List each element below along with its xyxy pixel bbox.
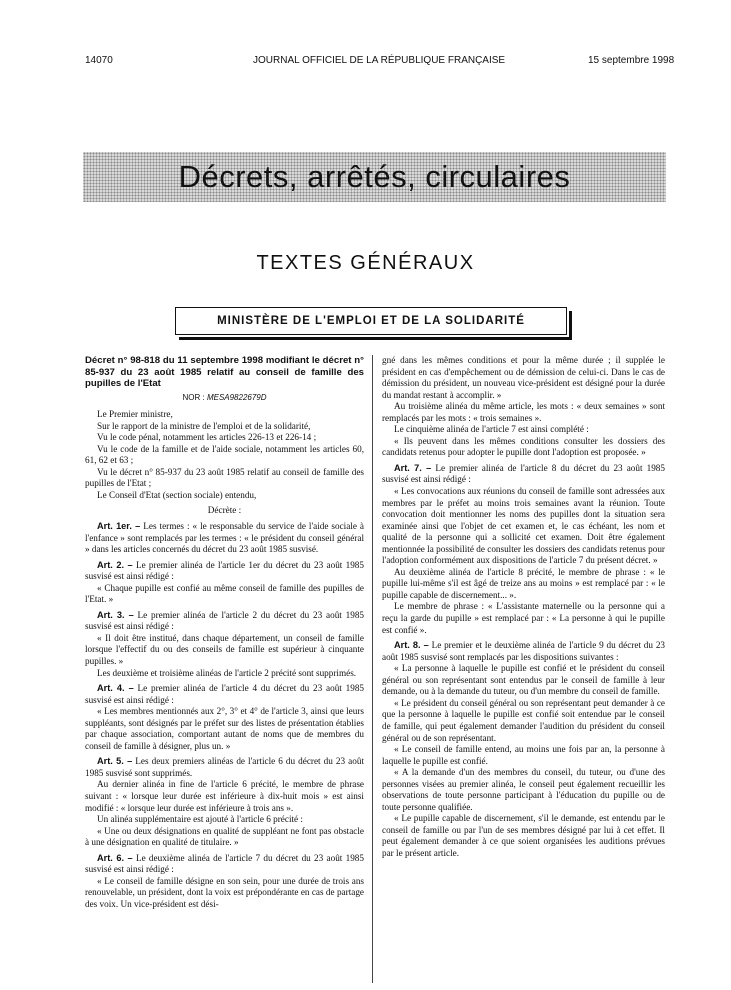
article-text: Le premier et le deuxième alinéa de l'article 9 du décret du 23 août 1985 susvisé sont remplacés par les dispositions suivantes : xyxy=(382,640,666,662)
quotation: « La personne à laquelle le pupille est confié et le président du conseil général ou son représentant sont entendus par le conseil de famille à leur demande, ou à la demande du tuteur, ou d'un membre du conseil de famille. xyxy=(382,663,665,697)
quotation: « Une ou deux désignations en qualité de suppléant ne font pas obstacle à une désignation en qualité de titulaire. » xyxy=(85,825,364,848)
quotation: « Les membres mentionnés aux 2°, 3° et 4° de l'article 3, ainsi que leurs suppléants, sont désignés par le préfet sur des listes de présentation établies par chaque association, comportant autant de noms que de membres du conseil de famille à désigner, plus un. » xyxy=(85,706,364,751)
paragraph: Un alinéa supplémentaire est ajouté à l'article 6 précité : xyxy=(97,814,303,825)
article-3 xyxy=(85,610,364,633)
article-label: Art. 8. – xyxy=(394,640,429,651)
article-text: Le deuxième alinéa de l'article 7 du décret du 23 août 1985 susvisé est ainsi rédigé : xyxy=(85,852,364,875)
paragraph: Vu le décret n° 85-937 du 23 août 1985 relatif au conseil de famille des pupilles de l'Etat ; xyxy=(85,466,364,489)
quotation: « Le président du conseil général ou son représentant peut demander à ce que la personne à laquelle le pupille est confié soit entendue par le conseil de famille, qui peut également demander l'audition du président du conseil général ou de son représentant. xyxy=(382,697,665,743)
paragraph: Au troisième alinéa du même article, les mots : « deux semaines » sont remplacés par les mots : « trois semaines ». xyxy=(382,401,665,423)
issue-date: 15 septembre 1998 xyxy=(588,55,675,66)
article-8 xyxy=(382,640,665,663)
article-text: Le premier alinéa de l'article 4 du décret du 23 août 1985 susvisé est ainsi rédigé : xyxy=(85,683,365,705)
article-label: Art. 5. – xyxy=(97,756,133,767)
quotation: « A la demande d'un des membres du conseil, du tuteur, ou d'une des personnes visées au premier alinéa, le conseil peut également recueillir les observations de toute personne participant à l'éducation du pupille ou de toute personne qualifiée. xyxy=(382,767,665,812)
paragraph: Sur le rapport de la ministre de l'emploi et de la solidarité, xyxy=(97,420,311,431)
paragraph: Au deuxième alinéa de l'article 8 précité, le membre de phrase : « le pupille lui-même s'il est âgé de treize ans au moins » est remplacé par : « le pupille capable de discernement... ». xyxy=(382,566,665,600)
article-text: Le premier alinéa de l'article 8 du décret du 23 août 1985 susvisé est ainsi rédigé : xyxy=(382,462,665,485)
nor-label: NOR : xyxy=(182,392,205,402)
nor-reference xyxy=(85,392,364,404)
ministry-box: MINISTÈRE DE L'EMPLOI ET DE LA SOLIDARITÉ xyxy=(175,307,567,335)
article-5 xyxy=(85,756,364,779)
paragraph: Au dernier alinéa in fine de l'article 6 précité, le membre de phrase suivant : « lorsque leur durée est inférieure à dix-huit mois » est ainsi modifié : « lorsque leur durée est inférieure à trois ans ». xyxy=(85,779,364,813)
article-text: Le premier alinéa de l'article 2 du décret du 23 août 1985 susvisé est ainsi rédigé : xyxy=(85,609,365,632)
article-label: Art. 1er. – xyxy=(97,520,141,531)
paragraph: Le membre de phrase : « L'assistante maternelle ou la personne qui a reçu la garde du pupille » est remplacé par : « La personne à qui le pupille est confié ». xyxy=(382,601,665,635)
section-banner xyxy=(83,152,666,202)
paragraph: gné dans les mêmes conditions et pour la même durée ; il supplée le président en cas d'empêchement ou de démission de celui-ci. Dans le cas de démission du président, un nouveau vice-président est désigné pour la durée du mandat restant à accomplir. » xyxy=(382,355,665,400)
article-4 xyxy=(85,683,364,706)
article-text: Les deux premiers alinéas de l'article 6 du décret du 23 août 1985 susvisé sont supprimés. xyxy=(85,756,364,778)
article-label: Art. 3. – xyxy=(97,609,134,620)
paragraph: Vu le code pénal, notamment les articles 226-13 et 226-14 ; xyxy=(97,432,317,443)
decrete-heading: Décrète : xyxy=(207,505,242,516)
paragraph: Le Premier ministre, xyxy=(97,409,173,420)
page-number: 14070 xyxy=(85,55,113,66)
paragraph: Le cinquième alinéa de l'article 7 est ainsi complété : xyxy=(394,424,589,435)
article-text: Les termes : « le responsable du service de l'aide sociale à l'enfance » sont remplacés par les termes : « le président du conseil général » dans les articles concernés du décret du 23 août 1985 susvisé. xyxy=(85,520,365,555)
right-column xyxy=(382,355,665,860)
column-divider xyxy=(372,355,373,983)
quotation: « Le conseil de famille désigne en son sein, pour une durée de trois ans renouvelable, un président, dont la voix est prépondérante en cas de partage des voix. Un vice-président est dési- xyxy=(85,875,364,909)
quotation: « Il doit être institué, dans chaque département, un conseil de famille lorsque l'effectif du ou des conseils de famille est supérieur à cinquante pupilles. » xyxy=(85,632,364,666)
quotation: « Le pupille capable de discernement, s'il le demande, est entendu par le conseil de famille ou par l'un de ses membres désigné par lui à cet effet. Il peut également demander à ce que soient organisées les auditions prévues par le présent article. xyxy=(382,813,665,858)
article-label: Art. 6. – xyxy=(97,852,133,863)
banner-title: Décrets, arrêtés, circulaires xyxy=(178,159,571,194)
section-title: TEXTES GÉNÉRAUX xyxy=(256,252,475,274)
quotation: « Chaque pupille est confié au même conseil de famille des pupilles de l'Etat. » xyxy=(85,582,364,605)
decree-title: Décret n° 98-818 du 11 septembre 1998 modifiant le décret n° 85-937 du 23 août 1985 relatif au conseil de famille des pupilles de l'Etat xyxy=(85,355,364,389)
journal-title: JOURNAL OFFICIEL DE LA RÉPUBLIQUE FRANÇAISE xyxy=(253,55,506,66)
quotation: « Les convocations aux réunions du conseil de famille sont adressées aux membres par le préfet au moins trois semaines avant la réunion. Toute convocation doit mentionner les noms des pupilles dont la situation sera examinée ainsi que l'objet de cet examen et, le cas échéant, les nom et qualité de la personne qui a sollicité cet examen. Doit être également mentionnée la possibilité de consulter les dossiers des candidats retenus pour l'adoption conformément aux dispositions de l'article 7 du présent décret. » xyxy=(382,486,665,566)
quotation: « Le conseil de famille entend, au moins une fois par an, la personne à laquelle le pupille est confié. xyxy=(382,744,665,766)
article-7 xyxy=(382,463,665,486)
paragraph: Les deuxième et troisième alinéas de l'article 2 précité sont supprimés. xyxy=(97,667,357,678)
left-column xyxy=(85,355,364,910)
article-label: Art. 4. – xyxy=(97,683,134,694)
paragraph: Vu le code de la famille et de l'aide sociale, notamment les articles 60, 61, 62 et 63 ; xyxy=(85,443,364,466)
quotation: « Ils peuvent dans les mêmes conditions consulter les dossiers des candidats retenus pour adopter le pupille dont l'adoption est proposée. » xyxy=(382,435,665,458)
article-2 xyxy=(85,560,364,583)
article-1 xyxy=(85,521,364,556)
paragraph: Le Conseil d'Etat (section sociale) entendu, xyxy=(97,489,257,500)
nor-value: MESA9822679D xyxy=(206,392,267,402)
article-6 xyxy=(85,853,364,876)
article-text: Le premier alinéa de l'article 1er du décret du 23 août 1985 susvisé est ainsi rédigé : xyxy=(85,559,364,582)
article-label: Art. 7. – xyxy=(394,462,432,473)
article-label: Art. 2. – xyxy=(97,559,133,570)
